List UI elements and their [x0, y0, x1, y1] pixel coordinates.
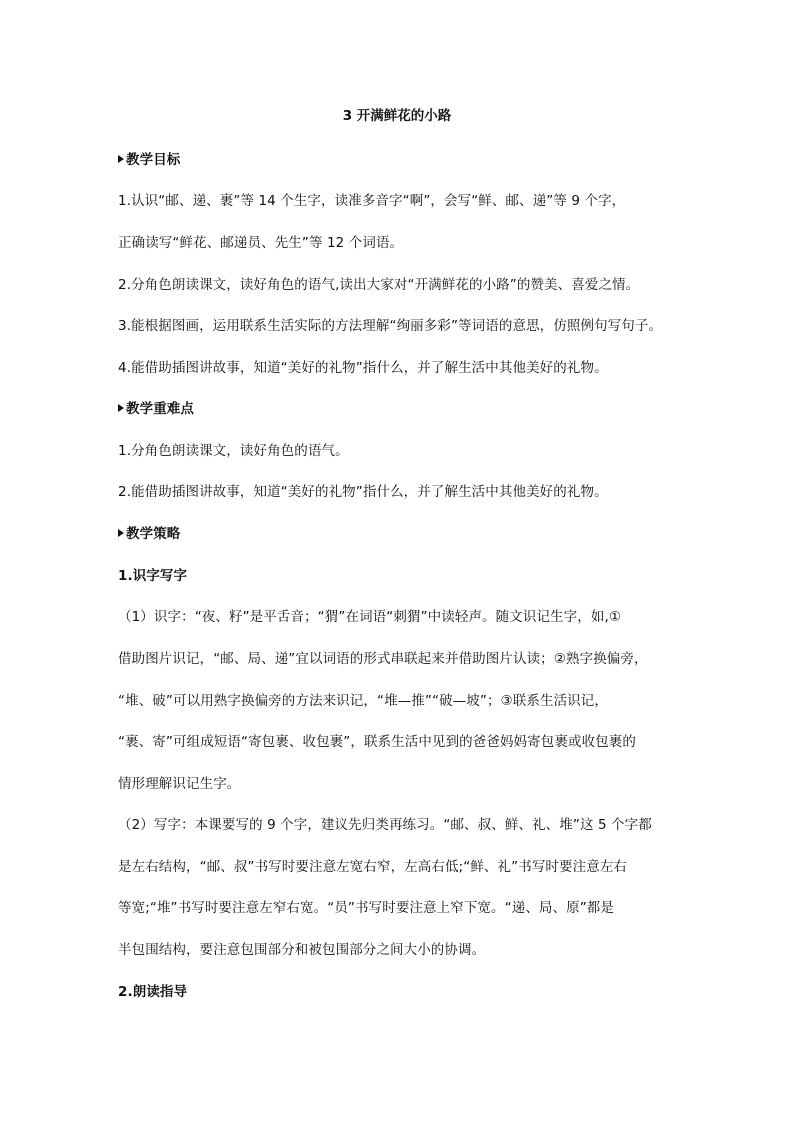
strategy-subheading-reading: 2.朗读指导	[118, 984, 188, 1000]
lesson-title: 3 开满鲜花的小路	[342, 108, 452, 124]
para1-line-4: “裹、寄”可组成短语“寄包裹、收包裹”，联系生活中见到的爸爸妈妈寄包裹或收包裹的	[118, 734, 636, 750]
para1-line-5: 情形理解识记生字。	[118, 776, 241, 792]
para1-line-1: （1）识字：“夜、籽”是平舌音；“猬”在词语“刺猬”中读轻声。随文识记生字，如,①	[118, 609, 622, 625]
section-heading-goals	[118, 150, 688, 170]
difficulties-heading-text: 教学重难点	[126, 401, 194, 417]
goal-line-1: 1.认识“邮、递、裹”等 14 个生字，读准多音字“啊”，会写“鲜、邮、递”等 9 个字，	[118, 193, 626, 209]
para2-line-3: 等宽;“堆”书写时要注意左窄右宽。“员”书写时要注意上窄下宽。“递、局、原”都是	[118, 900, 615, 916]
goal-line-2: 正确读写“鲜花、邮递员、先生”等 12 个词语。	[118, 235, 404, 251]
difficulty-line-2: 2.能借助插图讲故事，知道“美好的礼物”指什么，并了解生活中其他美好的礼物。	[118, 484, 608, 500]
difficulty-line-1: 1.分角色朗读课文，读好角色的语气。	[118, 443, 349, 459]
triangle-bullet-icon	[118, 404, 124, 412]
triangle-bullet-icon	[118, 529, 124, 537]
section-heading-strategies	[118, 524, 688, 544]
strategy-subheading-literacy: 1.识字写字	[118, 568, 188, 584]
strategies-heading-text: 教学策略	[126, 526, 181, 542]
triangle-bullet-icon	[118, 155, 124, 163]
para1-line-3: “堆、破”可以用熟字换偏旁的方法来识记，“堆—推”“破—坡”；③联系生活识记，	[118, 693, 608, 709]
section-heading-difficulties	[118, 399, 688, 419]
para2-line-4: 半包围结构，要注意包围部分和被包围部分之间大小的协调。	[118, 942, 486, 958]
goal-line-3: 2.分角色朗读课文，读好角色的语气,读出大家对“开满鲜花的小路”的赞美、喜爱之情。	[118, 277, 640, 293]
goals-heading-text: 教学目标	[126, 152, 181, 168]
para2-line-2: 是左右结构，“邮、叔”书写时要注意左宽右窄，左高右低;“鲜、礼”书写时要注意左右	[118, 859, 628, 875]
goal-line-4: 3.能根据图画，运用联系生活实际的方法理解“绚丽多彩”等词语的意思，仿照例句写句子。	[118, 318, 663, 334]
goal-line-5: 4.能借助插图讲故事，知道“美好的礼物”指什么，并了解生活中其他美好的礼物。	[118, 360, 608, 376]
para1-line-2: 借助图片识记，“邮、局、递”宜以词语的形式串联起来并借助图片认读；②熟字换偏旁，	[118, 651, 648, 667]
para2-line-1: （2）写字：本课要写的 9 个字，建议先归类再练习。“邮、叔、鲜、礼、堆”这 5 个字都	[118, 817, 652, 833]
